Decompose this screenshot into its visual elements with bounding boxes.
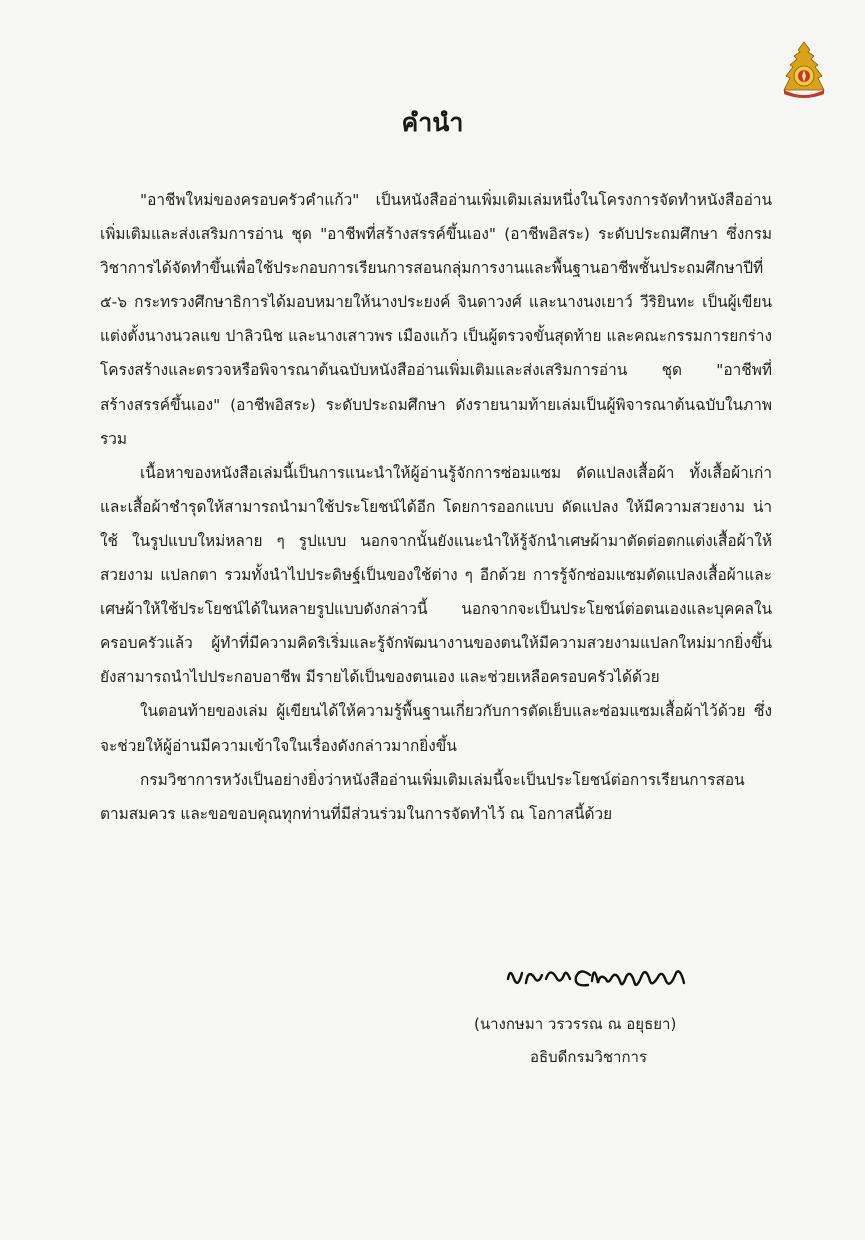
- signatory-name: (นางกษมา วรวรรณ ณ อยุธยา): [474, 1015, 677, 1033]
- page-title: คำนำ: [401, 108, 464, 137]
- signatory-position: อธิบดีกรมวิชาการ: [530, 1048, 648, 1066]
- paragraph-1: "อาชีพใหม่ของครอบครัวคำแก้ว" เป็นหนังสืออ่านเพิ่มเติมเล่มหนึ่งในโครงการจัดทำหนังสืออ่านเพิ่มเติมและส่งเสริมการอ่าน ชุด "อาชีพที่สร้างสรรค์ขึ้นเอง" (อาชีพอิสระ) ระดับประถมศึกษา ซึ่งกรมวิชาการได้จัดทำขึ้นเพื่อใช้ประกอบการเรียนการสอนกลุ่มการงานและพื้นฐานอาชีพชั้นประถมศึกษาปีที่ ๕-๖ กระทรวงศึกษาธิการได้มอบหมายให้นางประยงค์ จินดาวงศ์ และนางนงเยาว์ วีริยินทะ เป็นผู้เขียน แต่งตั้งนางนวลแข ปาลิวนิช และนางเสาวพร เมืองแก้ว เป็นผู้ตรวจขั้นสุดท้าย และคณะกรรมการยกร่างโครงสร้างและตรวจหรือพิจารณาต้นฉบับหนังสืออ่านเพิ่มเติมและส่งเสริมการอ่าน ชุด "อาชีพที่สร้างสรรค์ขึ้นเอง" (อาชีพอิสระ) ระดับประถมศึกษา ดังรายนามท้ายเล่มเป็นผู้พิจารณาต้นฉบับในภาพรวม: [100, 191, 772, 448]
- paragraph-3: ในตอนท้ายของเล่ม ผู้เขียนได้ให้ความรู้พื้นฐานเกี่ยวกับการตัดเย็บและซ่อมแซมเสื้อผ้าไว้ด้วย ซึ่งจะช่วยให้ผู้อ่านมีความเข้าใจในเรื่องดังกล่าวมากยิ่งขึ้น: [100, 702, 772, 755]
- preface-body: [100, 183, 772, 831]
- paragraph-2: เนื้อหาของหนังสือเล่มนี้เป็นการแนะนำให้ผู้อ่านรู้จักการซ่อมแซม ดัดแปลงเสื้อผ้า ทั้งเสื้อผ้าเก่าและเสื้อผ้าชำรุดให้สามารถนำมาใช้ประโยชน์ได้อีก โดยการออกแบบ ดัดแปลง ให้มีความสวยงาม น่าใช้ ในรูปแบบใหม่หลาย ๆ รูปแบบ นอกจากนั้นยังแนะนำให้รู้จักนำเศษผ้ามาตัดต่อตกแต่งเสื้อผ้าให้สวยงาม แปลกตา รวมทั้งนำไปประดิษฐ์เป็นของใช้ต่าง ๆ อีกด้วย การรู้จักซ่อมแซมดัดแปลงเสื้อผ้าและเศษผ้าให้ใช้ประโยชน์ได้ในหลายรูปแบบดังกล่าวนี้ นอกจากจะเป็นประโยชน์ต่อตนเองและบุคคลในครอบครัวแล้ว ผู้ทำที่มีความคิดริเริ่มและรู้จักพัฒนางานของตนให้มีความสวยงามแปลกใหม่มากยิ่งขึ้น ยังสามารถนำไปประกอบอาชีพ มีรายได้เป็นของตนเอง และช่วยเหลือครอบครัวได้ด้วย: [100, 463, 772, 687]
- handwritten-signature: [480, 955, 740, 997]
- ministry-emblem-icon: [780, 40, 828, 100]
- paragraph-4: กรมวิชาการหวังเป็นอย่างยิ่งว่าหนังสืออ่านเพิ่มเติมเล่มนี้จะเป็นประโยชน์ต่อการเรียนการสอนตามสมควร และขอขอบคุณทุกท่านที่มีส่วนร่วมในการจัดทำไว้ ณ โอกาสนี้ด้วย: [100, 770, 745, 823]
